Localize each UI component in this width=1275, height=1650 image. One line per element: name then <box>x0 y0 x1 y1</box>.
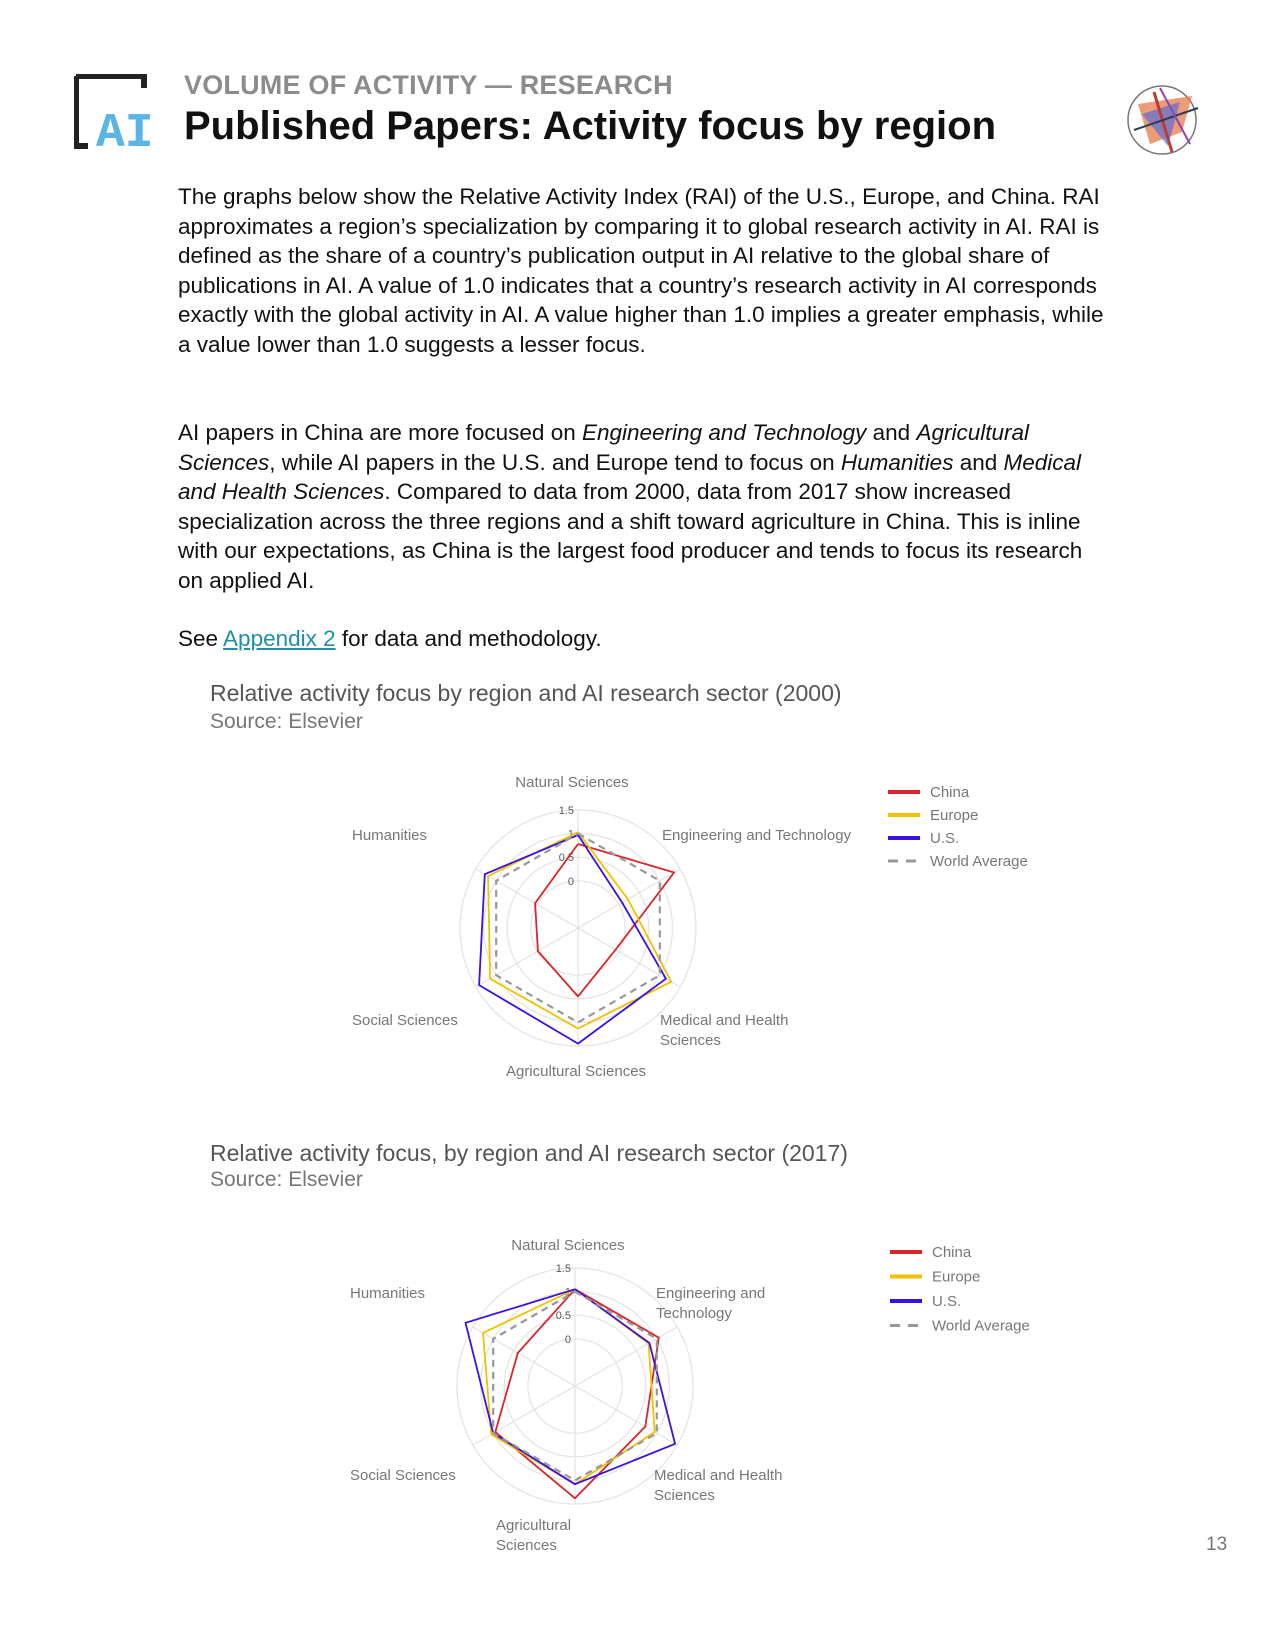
tick-label: 0.5 <box>558 852 574 865</box>
intro-paragraph: The graphs below show the Relative Activity Index (RAI) of the U.S., Europe, and China. RAI approximates a region’s specialization by comparing it to global research activity in AI. RAI is defined as the share of a country’s publication output in AI relative to the global share of publications in AI. A value of 1.0 indicates that a country’s research activity in AI corresponds exactly with the global activity in AI. A value higher than 1.0 implies a greater emphasis, while a value lower than 1.0 suggests a lesser focus. <box>178 184 1104 357</box>
tick-label: 1.5 <box>555 1263 571 1275</box>
legend-label: Europe <box>932 1268 981 1286</box>
axis-label: Natural Sciences <box>511 1237 625 1254</box>
legend-label: China <box>932 1244 972 1261</box>
tick-label: 1 <box>567 828 574 841</box>
axis-label: Medical and Health Sciences <box>660 1012 789 1049</box>
axis-label: Agricultural Sciences <box>505 1063 647 1080</box>
series-line-china <box>495 1286 659 1498</box>
axis-label: Engineering and Technology <box>662 827 852 844</box>
chart-source-2017: Source: Elsevier <box>210 1168 363 1191</box>
chart-title-2000: Relative activity focus by region and AI research sector (2000) <box>210 680 842 706</box>
axis-label: Natural Sciences <box>515 774 629 791</box>
axis-label: Engineering and Technology <box>656 1285 766 1322</box>
appendix-link[interactable]: Appendix 2 <box>223 626 336 651</box>
legend-label: Europe <box>930 807 979 824</box>
axis-label: Humanities <box>350 1285 426 1302</box>
legend-label: World Average <box>932 1317 1030 1335</box>
appendix-paragraph: See Appendix 2 for data and methodology. <box>178 626 602 651</box>
tick-label: 0 <box>567 875 574 888</box>
axis-label: Social Sciences <box>350 1467 456 1484</box>
spoke-line <box>575 1327 677 1386</box>
tick-label: 0 <box>564 1333 571 1346</box>
logo-text: AI <box>96 107 154 154</box>
radar-chart-2000 <box>0 740 1275 1100</box>
axis-label: Agricultural Sciences <box>496 1517 572 1554</box>
sketch-emblem-icon <box>1120 74 1210 164</box>
axis-label: Medical and Health Sciences <box>654 1467 783 1504</box>
legend-label: U.S. <box>932 1293 962 1310</box>
legend-label: World Average <box>930 853 1028 870</box>
ai-index-logo <box>74 74 164 154</box>
radar-chart-2017 <box>0 1196 1275 1556</box>
page-title: Published Papers: Activity focus by region <box>184 104 997 148</box>
axis-label: Social Sciences <box>352 1012 458 1029</box>
findings-paragraph: AI papers in China are more focused on Engineering and Technology and Agricultural Sciences, while AI papers in the U.S. and Europe tend to focus on Humanities and Medical and Health Sciences. Compared to data from 2000, data from 2017 show increased specialization across the three regions and a shift toward agriculture in China. This is inline with our expectations, as China is the largest food producer and tends to focus its research on applied AI. <box>178 420 1083 593</box>
spoke-line <box>473 1327 575 1386</box>
legend-label: U.S. <box>930 830 960 847</box>
legend-label: China <box>930 784 970 801</box>
chart-source-2000: Source: Elsevier <box>210 710 363 733</box>
axis-label: Humanities <box>352 827 428 844</box>
spoke-line <box>476 869 578 928</box>
page-number: 13 <box>1206 1534 1228 1555</box>
chart-title-2017: Relative activity focus, by region and AI research sector (2017) <box>210 1140 848 1166</box>
tick-label: 0.5 <box>555 1310 571 1323</box>
tick-label: 1 <box>564 1286 571 1299</box>
section-kicker: VOLUME OF ACTIVITY — RESEARCH <box>184 70 673 100</box>
tick-label: 1.5 <box>558 805 574 817</box>
spoke-line <box>578 869 680 928</box>
